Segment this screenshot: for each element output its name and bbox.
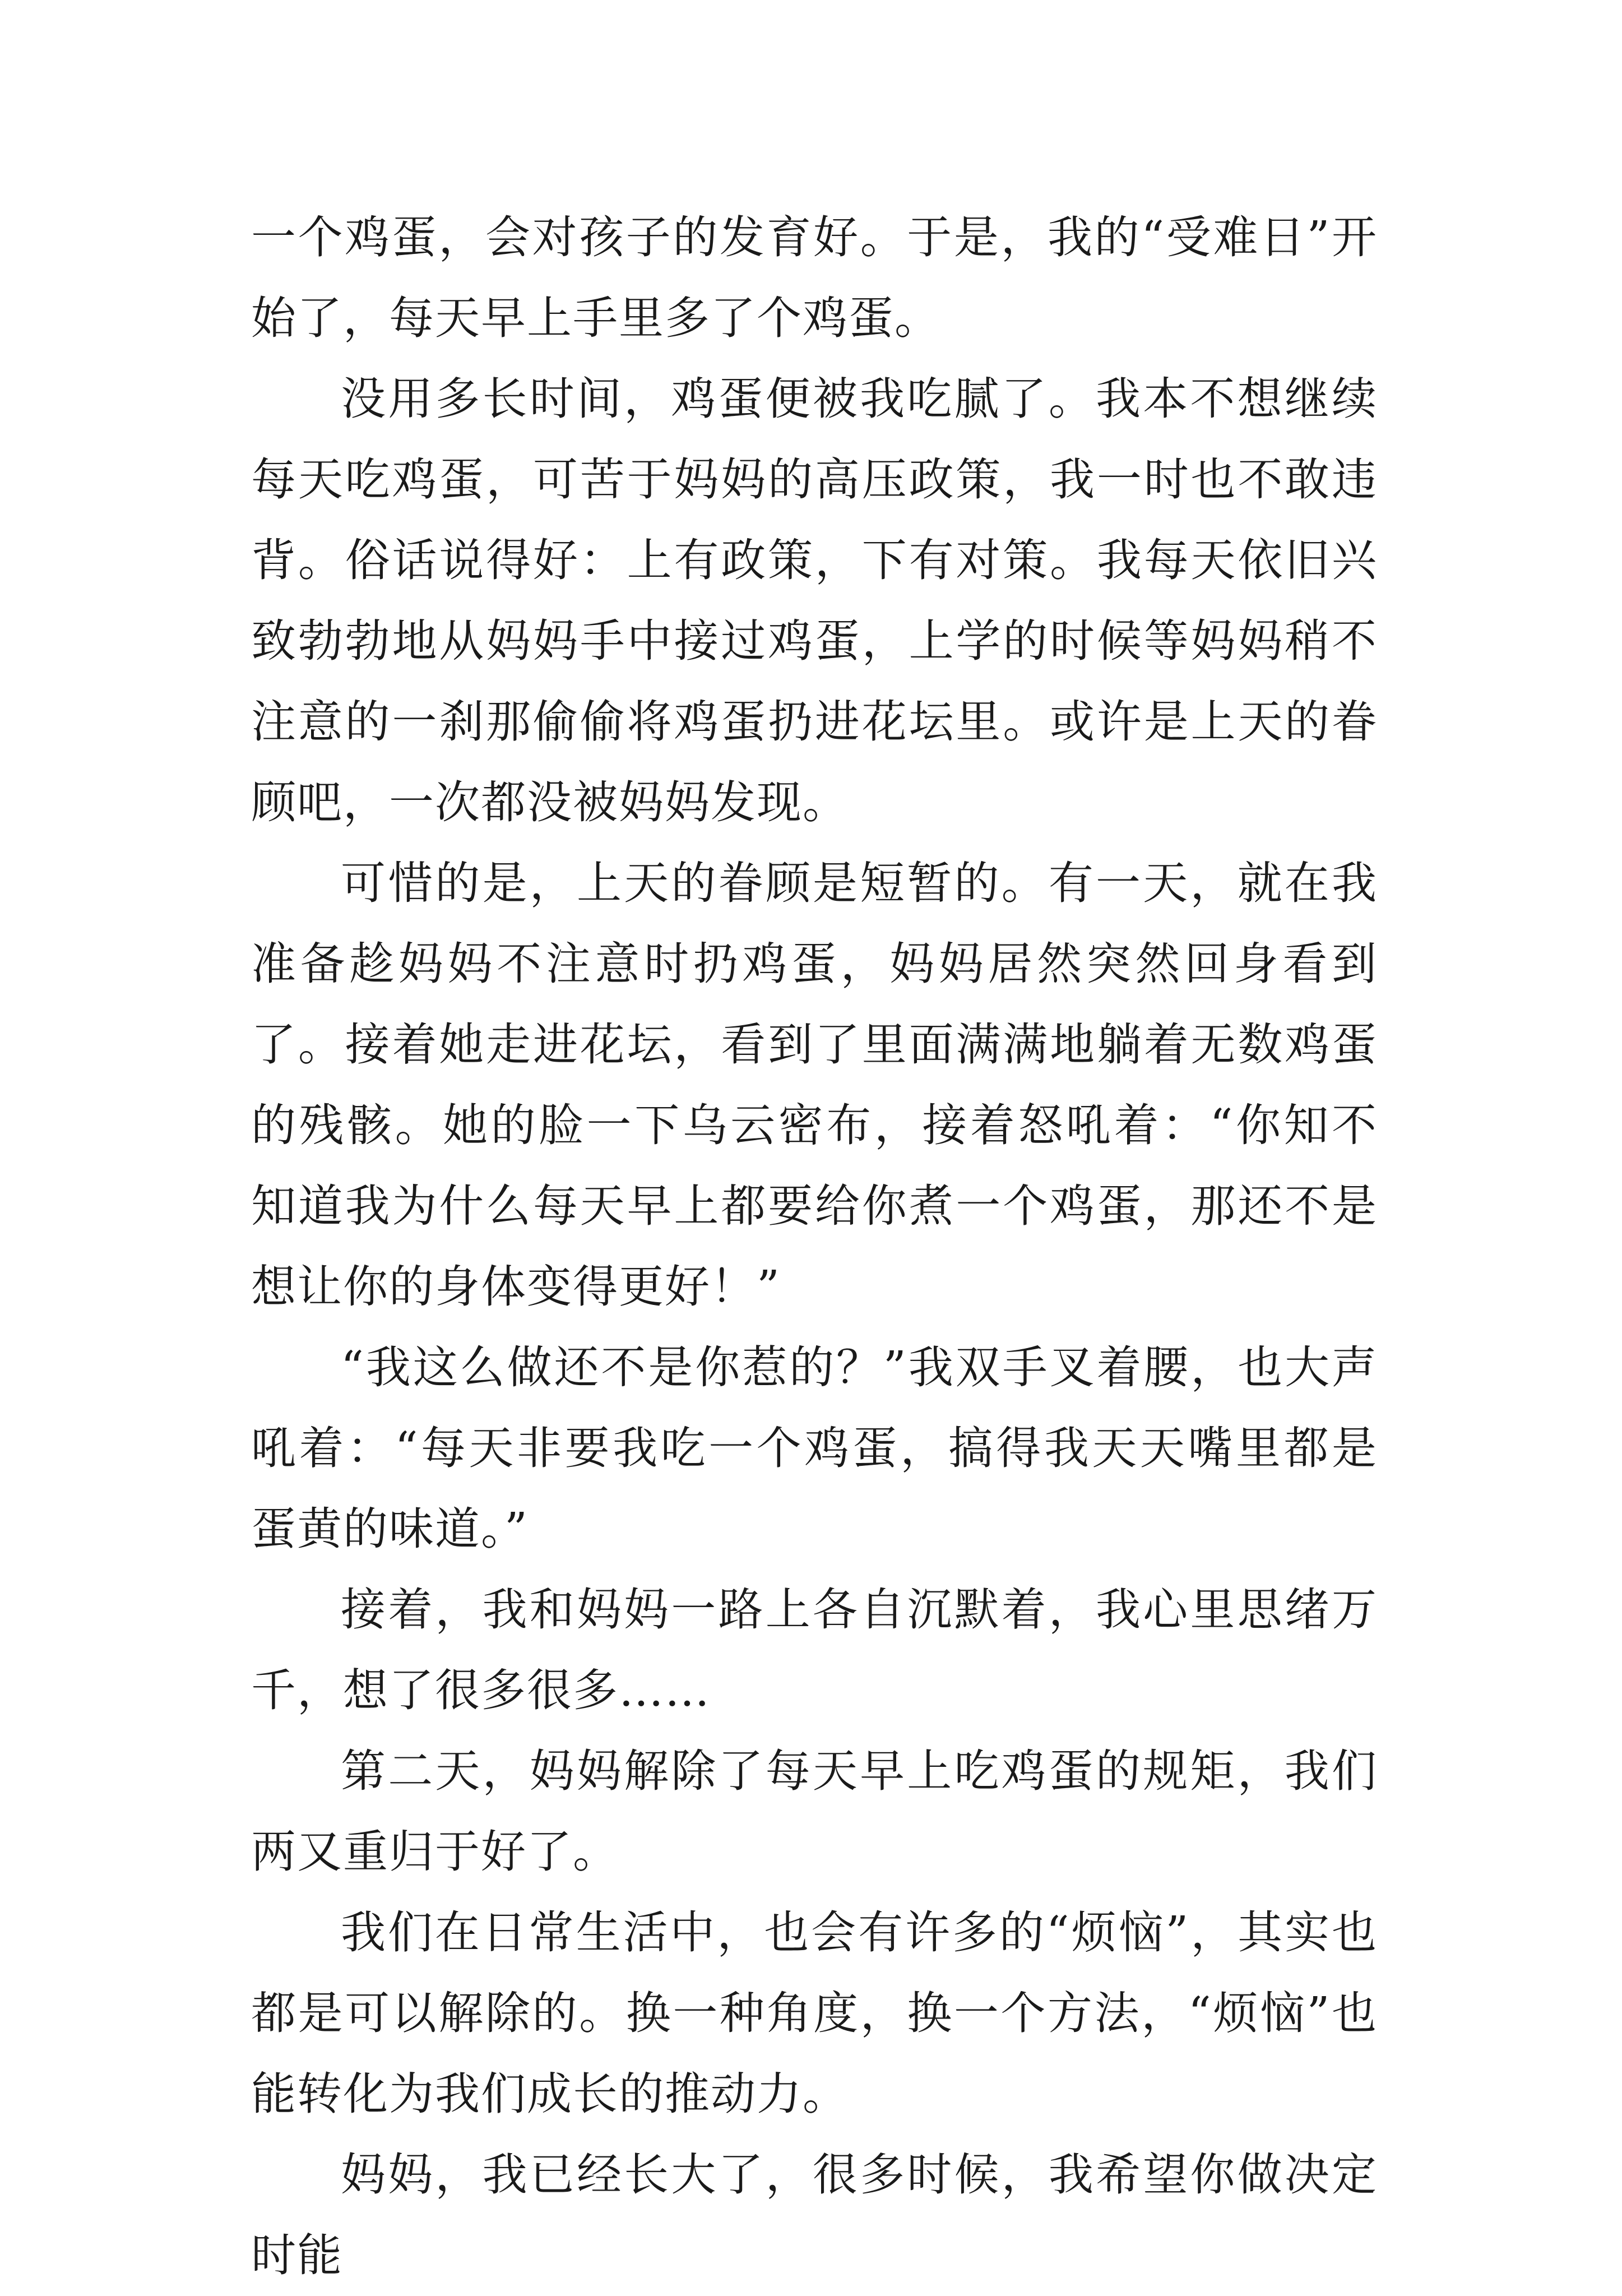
- paragraph: 妈妈，我已经长大了，很多时候，我希望你做决定时能: [251, 2149, 1378, 2281]
- paragraph: 没用多长时间，鸡蛋便被我吃腻了。我本不想继续每天吃鸡蛋，可苦于妈妈的高压政策，我一时也不敢违背。俗话说得好：上有政策，下有对策。我每天依旧兴致勃勃地从妈妈手中接过鸡蛋，上学的时候等妈妈稍不注意的一刹那偷偷将鸡蛋扔进花坛里。或许是上天的眷顾吧，一次都没被妈妈发现。: [251, 373, 1378, 828]
- paragraph: 接着，我和妈妈一路上各自沉默着，我心里思绪万千，想了很多很多……: [251, 1584, 1378, 1716]
- paragraph-continuation: 一个鸡蛋，会对孩子的发育好。于是，我的“受难日”开始了，每天早上手里多了个鸡蛋。: [251, 211, 1378, 344]
- body-text: [251, 197, 1378, 2296]
- paragraph: “我这么做还不是你惹的？”我双手叉着腰，也大声吼着：“每天非要我吃一个鸡蛋，搞得我天天嘴里都是蛋黄的味道。”: [251, 1341, 1378, 1555]
- paragraph: 我们在日常生活中，也会有许多的“烦恼”，其实也都是可以解除的。换一种角度，换一个方法，“烦恼”也能转化为我们成长的推动力。: [251, 1906, 1378, 2120]
- paragraph: 第二天，妈妈解除了每天早上吃鸡蛋的规矩，我们两又重归于好了。: [251, 1745, 1378, 1878]
- paragraph: 可惜的是，上天的眷顾是短暂的。有一天，就在我准备趁妈妈不注意时扔鸡蛋，妈妈居然突然回身看到了。接着她走进花坛，看到了里面满满地躺着无数鸡蛋的残骸。她的脸一下乌云密布，接着怒吼着：“你知不知道我为什么每天早上都要给你煮一个鸡蛋，那还不是想让你的身体变得更好！”: [251, 857, 1378, 1313]
